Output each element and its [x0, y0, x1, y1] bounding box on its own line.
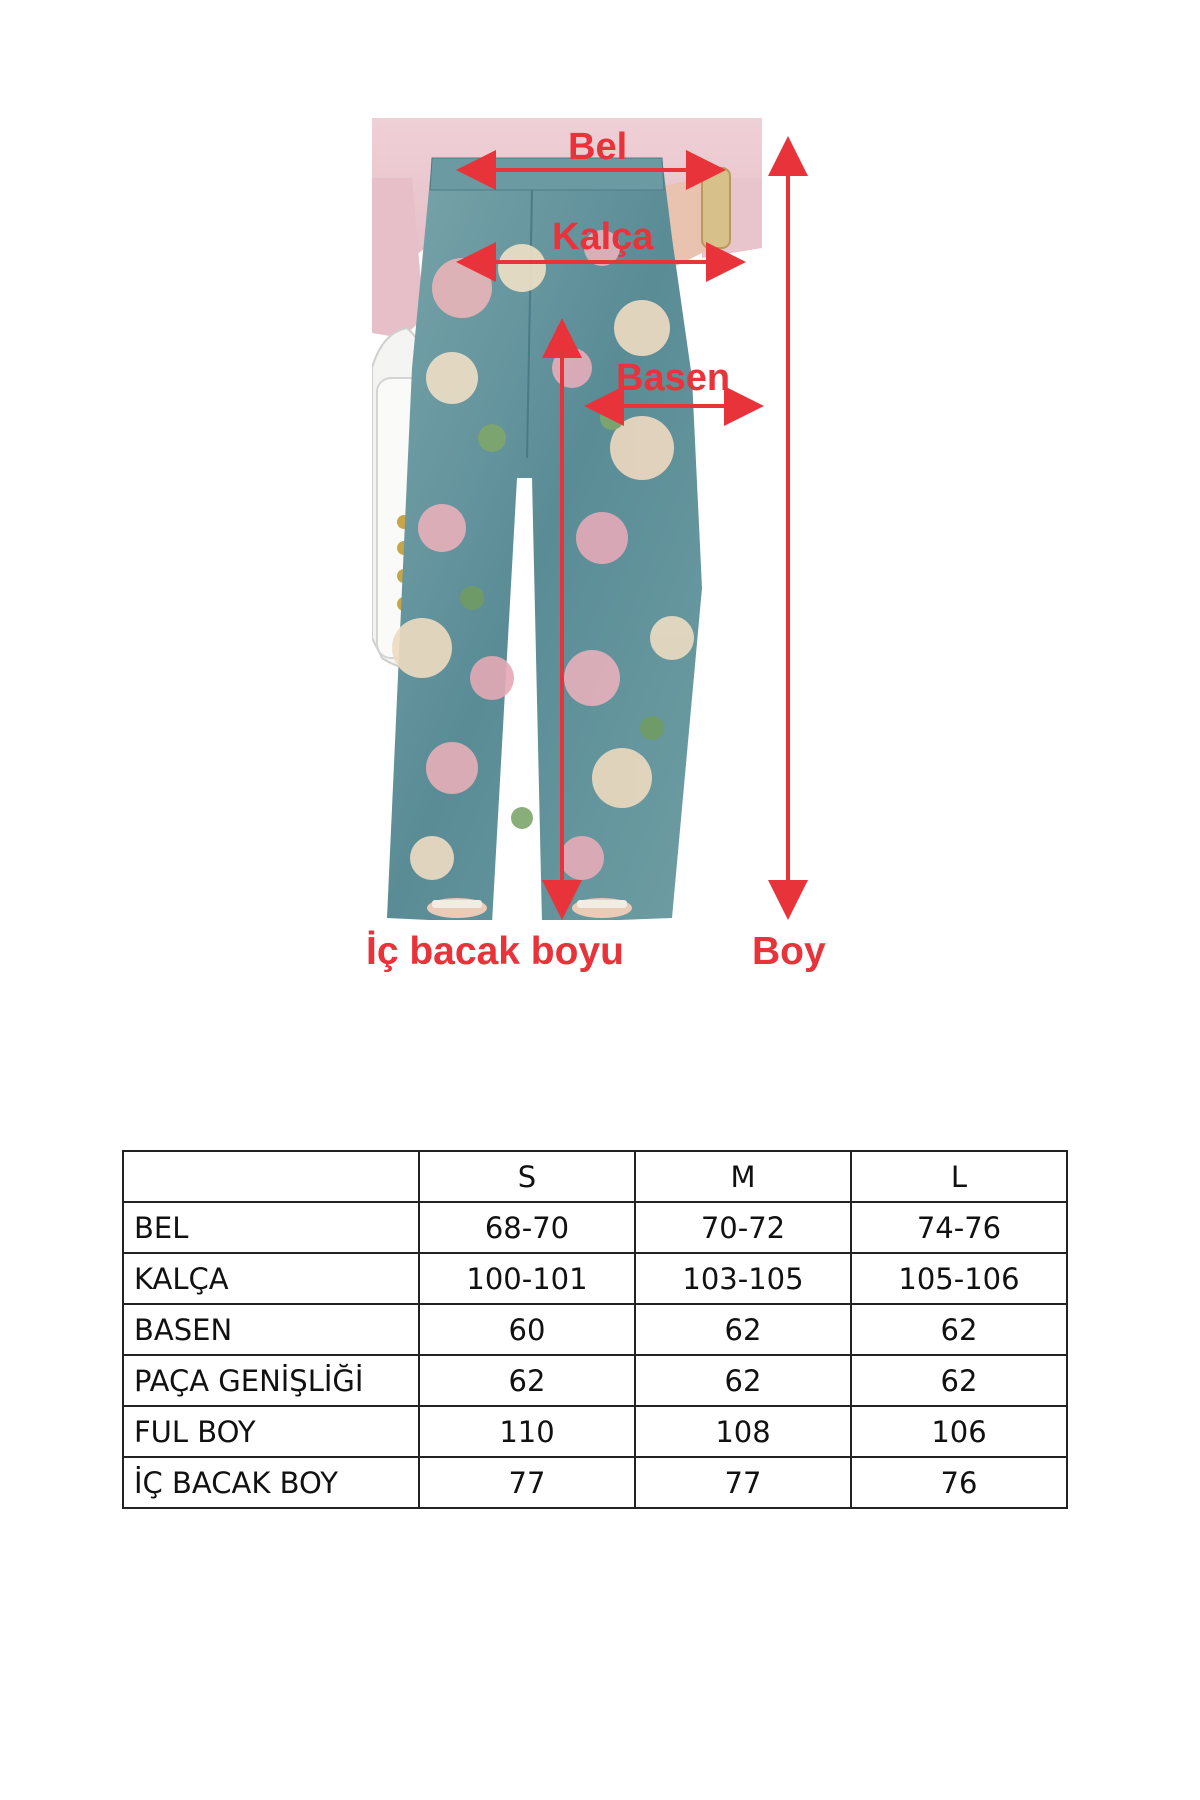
cell: 62 — [635, 1304, 851, 1355]
hip-upper-label: Kalça — [552, 216, 654, 258]
cell: 62 — [419, 1355, 635, 1406]
cell: 62 — [851, 1304, 1067, 1355]
cell: 108 — [635, 1406, 851, 1457]
cell: 77 — [419, 1457, 635, 1508]
table-row — [123, 1253, 1067, 1304]
size-chart-table — [122, 1150, 1068, 1509]
cell: 106 — [851, 1406, 1067, 1457]
cell: 110 — [419, 1406, 635, 1457]
table-row — [123, 1457, 1067, 1508]
header-cell-l: L — [851, 1151, 1067, 1202]
cell: 68-70 — [419, 1202, 635, 1253]
row-label: FUL BOY — [123, 1406, 419, 1457]
row-label: PAÇA GENİŞLİĞİ — [123, 1355, 419, 1406]
table-row — [123, 1202, 1067, 1253]
cell: 77 — [635, 1457, 851, 1508]
cell: 62 — [851, 1355, 1067, 1406]
length-label: Boy — [752, 930, 826, 973]
row-label: İÇ BACAK BOY — [123, 1457, 419, 1508]
inseam-label: İç bacak boyu — [366, 930, 624, 973]
waist-label: Bel — [568, 126, 628, 168]
header-cell-m: M — [635, 1151, 851, 1202]
row-label: BEL — [123, 1202, 419, 1253]
cell: 70-72 — [635, 1202, 851, 1253]
table-row — [123, 1355, 1067, 1406]
header-cell — [123, 1151, 419, 1202]
cell: 105-106 — [851, 1253, 1067, 1304]
hip-label: Basen — [616, 357, 731, 399]
table-header-row — [123, 1151, 1067, 1202]
header-cell-s: S — [419, 1151, 635, 1202]
table-row — [123, 1304, 1067, 1355]
cell: 100-101 — [419, 1253, 635, 1304]
cell: 60 — [419, 1304, 635, 1355]
cell: 74-76 — [851, 1202, 1067, 1253]
cell: 103-105 — [635, 1253, 851, 1304]
cell: 76 — [851, 1457, 1067, 1508]
row-label: KALÇA — [123, 1253, 419, 1304]
cell: 62 — [635, 1355, 851, 1406]
table-row — [123, 1406, 1067, 1457]
row-label: BASEN — [123, 1304, 419, 1355]
